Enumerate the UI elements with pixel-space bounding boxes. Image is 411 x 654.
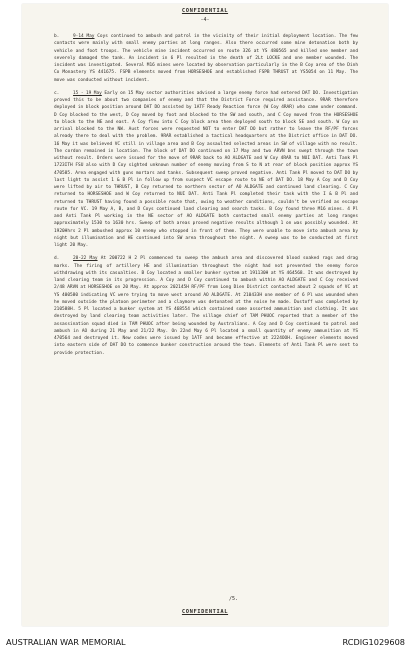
archive-name: AUSTRALIAN WAR MEMORIAL bbox=[6, 637, 126, 647]
paragraph-label: d. bbox=[54, 256, 60, 262]
paragraph-label: b. bbox=[54, 34, 60, 39]
paragraph-label: c. bbox=[54, 90, 60, 96]
page-number: -4- bbox=[200, 17, 210, 23]
paragraph-date: 20-22 May bbox=[73, 256, 98, 262]
paragraph-date: 15 - 19 May bbox=[73, 90, 102, 96]
classification-footer: CONFIDENTIAL bbox=[181, 609, 229, 615]
next-page-marker: /5. bbox=[228, 596, 238, 602]
paragraph-text: Early on 15 May sector authorities advised a large enemy force had entered DAT DO. Investigation proved this to be about two companies of enemy and that the District Force required assistance. 9RAR therefore deployed in block position around DAT DO assisted by 1ATF Ready Reaction force (W Coy 4RAR) who came under command. D Coy blocked to the west, D Coy moved by foot and blocked to the SW and south, and C Coy moved from the HORSESHOE to block to the NE and east. A Coy flew into C Coy block area then deployed south to block SE and south. W Coy on arrival blocked to the NW. Aust forces were requested NOT to enter DAT DO but rather to leave the RF/PF forces already there to deal with the problem. 9RAR established a tactical headquarters at the District office in DAT DO. 16 May it was believed VC still in village area and B Coy assaulted selected areas in SW of village with no result. The cordon remained in location. The block of DAT DO continued on 17 May and two ARVN bns swept through the town without result. Orders were issued for the move of 9RAR back to AO ALDGATE and W Coy 4RAR to NUI DAT. Anti Tank Pl 1723ITH FSU also with D Coy sighted unknown number of enemy moving from S to N at rear of block position approx YS 470585. Area engaged with guns mortars and tanks. Subsequent sweep proved negative. Anti Tank Pl moved to DAT DO by last light to assist 1 & B Pl in follow up from suspect VC escape route to NE of DAT DO. 18 May A Coy and D Coy were lifted by air to THRUST, B Coy returned to northern sector of AO ALDGATE and continued land clearing. C Coy returned to HORSESHOE and W Coy returned to NUI DAT. Anti Tank Pl completed their task with the I & B Pl and returned to THRUST having found a possible route that, owing to weather conditions, couldn't be verified as escape route for VC. 19 May A, B, and D Coys continued land clearing and search tasks. B Coy found three M16 mines. 4 Pl and Anti Tank Pl working in the NE sector of AO ALDGATE both contacted small enemy parties at long ranges approximately 1530 to 1630 hrs. Sweep of both areas proved negative results although 1 on was possibly wounded. At 1920Hhrs 2 Pl ambushed approx 10 enemy who stopped in front of them. They were unable to move into ambush area by night but illumination and HE continued into SW area throughout the night. A sweep was to be conducted at first light 20 May. bbox=[54, 90, 358, 248]
paragraph-b bbox=[54, 33, 358, 84]
classification-header: CONFIDENTIAL bbox=[181, 8, 229, 14]
paragraph-text: Coys continued to ambush and patrol in the vicinity of their initial deployment location. The few contacts were mainly with small enemy parties at long ranges. Also there occurred some mine detonation both by vehicle and foot troops. The vehicle mine incident occurred on route 326 at YS 480565 and killed one member and severely damaged the tank. An incident in 6 Pl resulted in the death of 2Lt LOCKE and one member wounded. The incident was investigated. Several M16 mines were located by observation particularly in the B Coy area of the Dinh Co Monastery YS 441675. FSPB elements moved from HORSESHOE and established FSPB THRUST at YS5054 on 11 May. The move was conducted without incident. bbox=[54, 34, 358, 83]
archive-footer bbox=[0, 630, 411, 654]
paragraph-d bbox=[54, 255, 358, 357]
paragraph-date: 9-14 May bbox=[73, 34, 95, 39]
paragraph-c bbox=[54, 90, 358, 250]
paragraph-text: At 200722 H 2 Pl commenced to sweep the ambush area and discovered blood soaked rags and drag marks. The firing of artillery HE and illumination throughout the night had not prevented the enemy force withdrawing with its casualties. B Coy located a smaller bunker system at 191130H at YS 464568. It was destroyed by land clearing team in its progression. A Coy and D Coy continued to ambush within AO ALDGATE and C Coy received 2/48 ARVN at HORSESHOE on 20 May. At approx 202145H RF/PF from Long Dien District contacted about 2 squads of VC at YS 400580 indicating VC were trying to move west around AO ALDGATE. At 210433H one member of 6 Pl was wounded when he moved outside the platoon perimeter and a claymore was detonated at the noise he made. Dustoff was completed by 210588H. 5 Pl located a bunker system at YS 468554 which contained some assorted ammunition and clothing. It was destroyed by land clearing team activities later. The village chief of TAM PHUOC reported that a member of the assassination squad died in TAM PHUOC after being wounded by Australians. A Coy and D Coy continued to patrol and ambush in AO during 21 May and 21/22 May. On 22nd May 6 Pl located a small quantity of enemy ammunition at YS 470564 and destroyed it. New codes were issued by 1ATF and became effective at 2224OOH. Engineer elements moved into eastern side of DAT DO to commence bunker construction around the town. Elements of Anti Tank Pl were sent to provide protection. bbox=[54, 256, 358, 356]
record-id: RCDIG1029608 bbox=[342, 637, 405, 647]
document-page bbox=[22, 4, 388, 626]
